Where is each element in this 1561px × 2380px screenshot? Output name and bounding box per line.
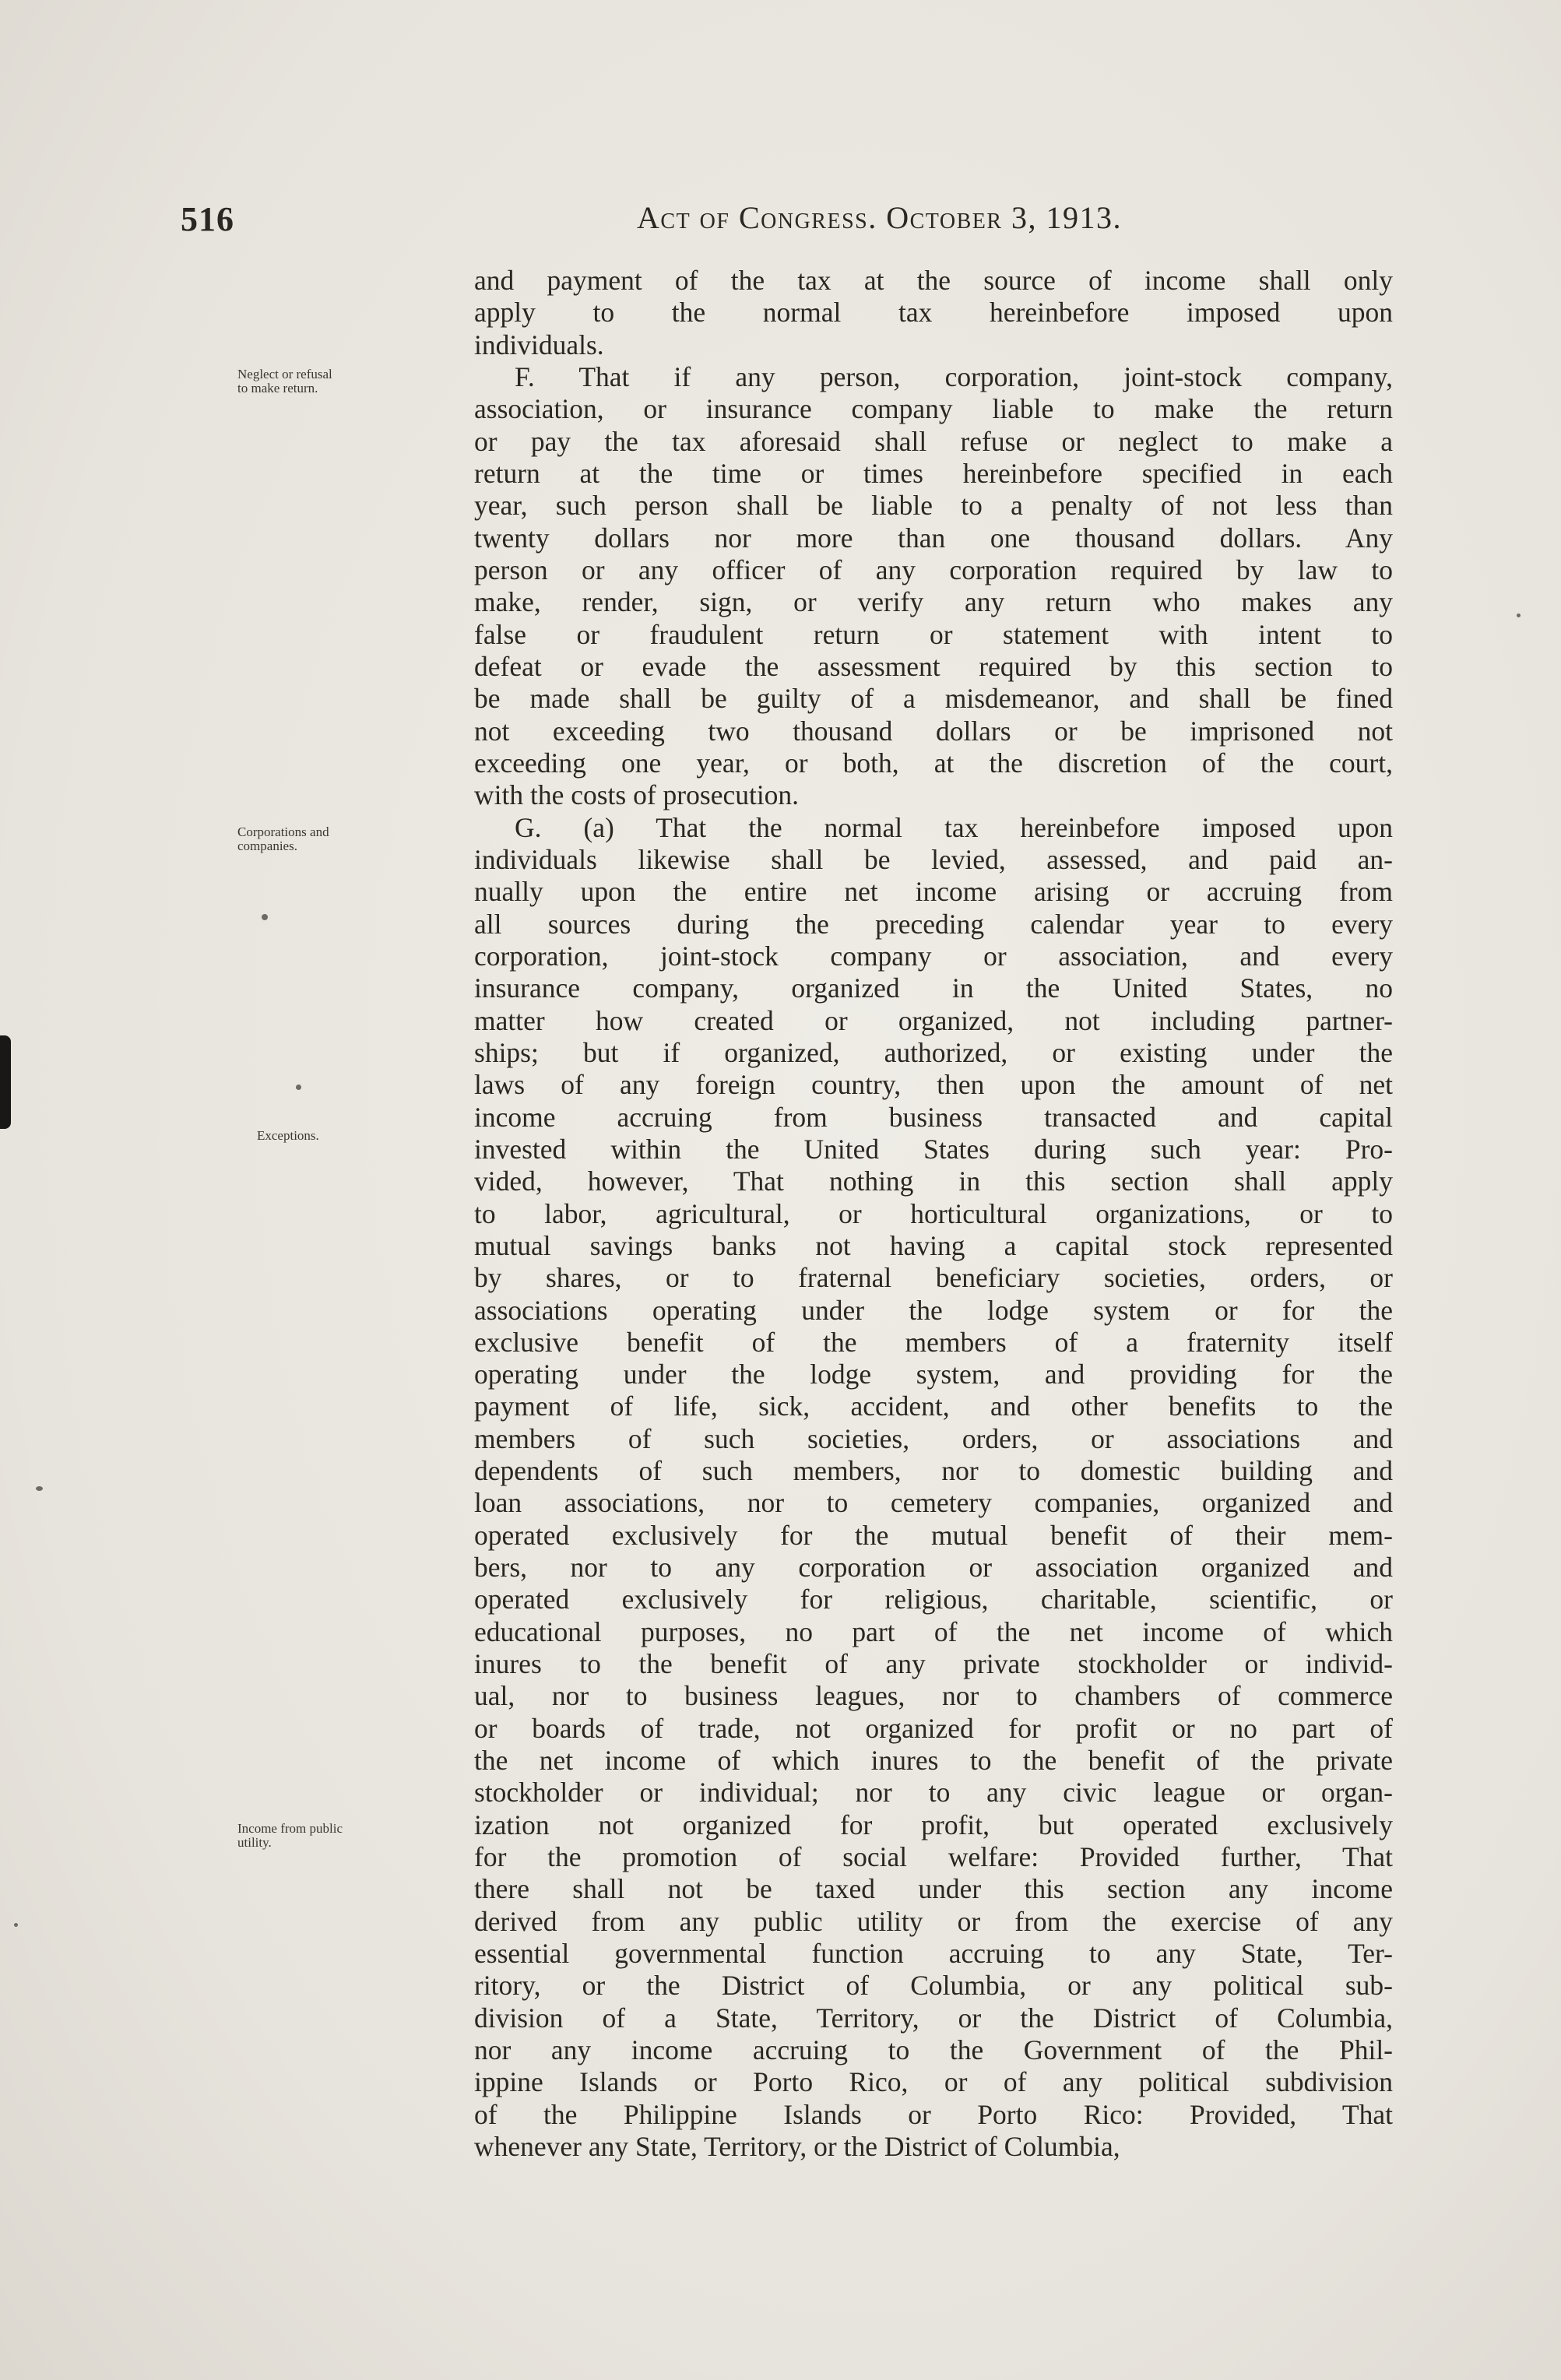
text-line: matter how created or organized, not including partner- [474, 1004, 1393, 1036]
text-line: essential governmental function accruing to any State, Ter- [474, 1938, 1393, 1970]
text-line: exceeding one year, or both, at the discretion of the court, [474, 747, 1393, 779]
text-line: corporation, joint-stock company or association, and every [474, 940, 1393, 972]
text-line: and payment of the tax at the source of income shall only [474, 265, 1393, 296]
text-line: bers, nor to any corporation or association organized and [474, 1552, 1393, 1584]
text-line: individuals likewise shall be levied, assessed, and paid an- [474, 843, 1393, 875]
text-line: stockholder or individual; nor to any civic league or organ- [474, 1777, 1393, 1809]
text-line: all sources during the preceding calendar year to every [474, 908, 1393, 940]
margin-note-text: Corporations and companies. [237, 824, 329, 853]
text-line: person or any officer of any corporation required by law to [474, 554, 1393, 585]
text-line: twenty dollars nor more than one thousand dollars. Any [474, 522, 1393, 554]
text-line: individuals. [474, 329, 604, 360]
text-line: members of such societies, orders, or associations and [474, 1422, 1393, 1454]
text-line: false or fraudulent return or statement with intent to [474, 618, 1393, 650]
text-line: F. That if any person, corporation, joint-stock company, [515, 360, 1393, 392]
margin-note-corporations [237, 825, 329, 853]
text-line: nually upon the entire net income arising or accruing from [474, 876, 1393, 908]
text-line: not exceeding two thousand dollars or be imprisoned not [474, 715, 1393, 747]
text-line: whenever any State, Territory, or the District of Columbia, [474, 2131, 1120, 2163]
running-head-text: Act of Congress. October 3, 1913. [637, 200, 1123, 235]
text-line: invested within the United States during such year: Pro- [474, 1133, 1393, 1165]
ink-speck [36, 1486, 43, 1491]
text-line: year, such person shall be liable to a penalty of not less than [474, 490, 1393, 522]
ink-speck [262, 914, 268, 920]
text-line: nor any income accruing to the Government of the Phil- [474, 2034, 1393, 2066]
page-number: 516 [181, 200, 234, 238]
text-line: ization not organized for profit, but operated exclusively [474, 1809, 1393, 1840]
text-line: inures to the benefit of any private stockholder or individ- [474, 1648, 1393, 1680]
text-line: ual, nor to business leagues, nor to chambers of commerce [474, 1680, 1393, 1712]
text-line: operating under the lodge system, and providing for the [474, 1359, 1393, 1390]
text-line: educational purposes, no part of the net income of which [474, 1615, 1393, 1647]
text-line: derived from any public utility or from the exercise of any [474, 1905, 1393, 1937]
text-line: ships; but if organized, authorized, or existing under the [474, 1036, 1393, 1068]
text-line: laws of any foreign country, then upon the amount of net [474, 1069, 1393, 1101]
margin-note-income-public-utility [237, 1822, 343, 1850]
text-line: mutual savings banks not having a capital stock represented [474, 1229, 1393, 1261]
text-line: operated exclusively for the mutual benefit of their mem- [474, 1519, 1393, 1551]
text-line: the net income of which inures to the benefit of the private [474, 1745, 1393, 1777]
text-line: or boards of trade, not organized for profit or no part of [474, 1712, 1393, 1744]
text-line: by shares, or to fraternal beneficiary societies, orders, or [474, 1262, 1393, 1294]
text-line: make, render, sign, or verify any return who makes any [474, 586, 1393, 618]
body-text [474, 265, 1393, 2163]
text-line: be made shall be guilty of a misdemeanor, and shall be fined [474, 683, 1393, 715]
text-line: with the costs of prosecution. [474, 779, 800, 811]
text-line: vided, however, That nothing in this section shall apply [474, 1165, 1393, 1197]
margin-note-text: Exceptions. [257, 1128, 319, 1143]
text-line: for the promotion of social welfare: Provided further, That [474, 1841, 1393, 1873]
text-line: dependents of such members, nor to domestic building and [474, 1455, 1393, 1487]
text-line: or pay the tax aforesaid shall refuse or neglect to make a [474, 425, 1393, 457]
text-line: income accruing from business transacted and capital [474, 1101, 1393, 1133]
text-line: insurance company, organized in the United States, no [474, 972, 1393, 1004]
margin-note-text: Neglect or refusal to make return. [237, 367, 332, 395]
text-line: of the Philippine Islands or Porto Rico: Provided, That [474, 2098, 1393, 2130]
ink-speck [1517, 613, 1521, 617]
margin-note-exceptions [257, 1129, 319, 1143]
running-head [637, 199, 1122, 236]
text-line: ippine Islands or Porto Rico, or of any political subdivision [474, 2066, 1393, 2098]
margin-note-text: Income from public utility. [237, 1821, 343, 1850]
text-line: there shall not be taxed under this section any income [474, 1873, 1393, 1905]
text-line: associations operating under the lodge system or for the [474, 1294, 1393, 1326]
text-line: operated exclusively for religious, charitable, scientific, or [474, 1584, 1393, 1615]
margin-note-neglect [237, 367, 332, 395]
ink-speck [296, 1085, 301, 1090]
text-line: return at the time or times hereinbefore specified in each [474, 457, 1393, 489]
text-line: G. (a) That the normal tax hereinbefore imposed upon [515, 811, 1393, 843]
text-line: association, or insurance company liable to make the return [474, 393, 1393, 425]
text-line: payment of life, sick, accident, and other benefits to the [474, 1390, 1393, 1422]
text-line: exclusive benefit of the members of a fraternity itself [474, 1326, 1393, 1358]
ink-speck [14, 1923, 18, 1927]
text-line: loan associations, nor to cemetery companies, organized and [474, 1487, 1393, 1519]
text-line: apply to the normal tax hereinbefore imposed upon [474, 297, 1393, 329]
text-line: defeat or evade the assessment required by this section to [474, 650, 1393, 682]
text-line: to labor, agricultural, or horticultural organizations, or to [474, 1197, 1393, 1229]
text-line: ritory, or the District of Columbia, or any political sub- [474, 1970, 1393, 2002]
text-line: division of a State, Territory, or the District of Columbia, [474, 2002, 1393, 2034]
binding-shadow [0, 1035, 11, 1129]
